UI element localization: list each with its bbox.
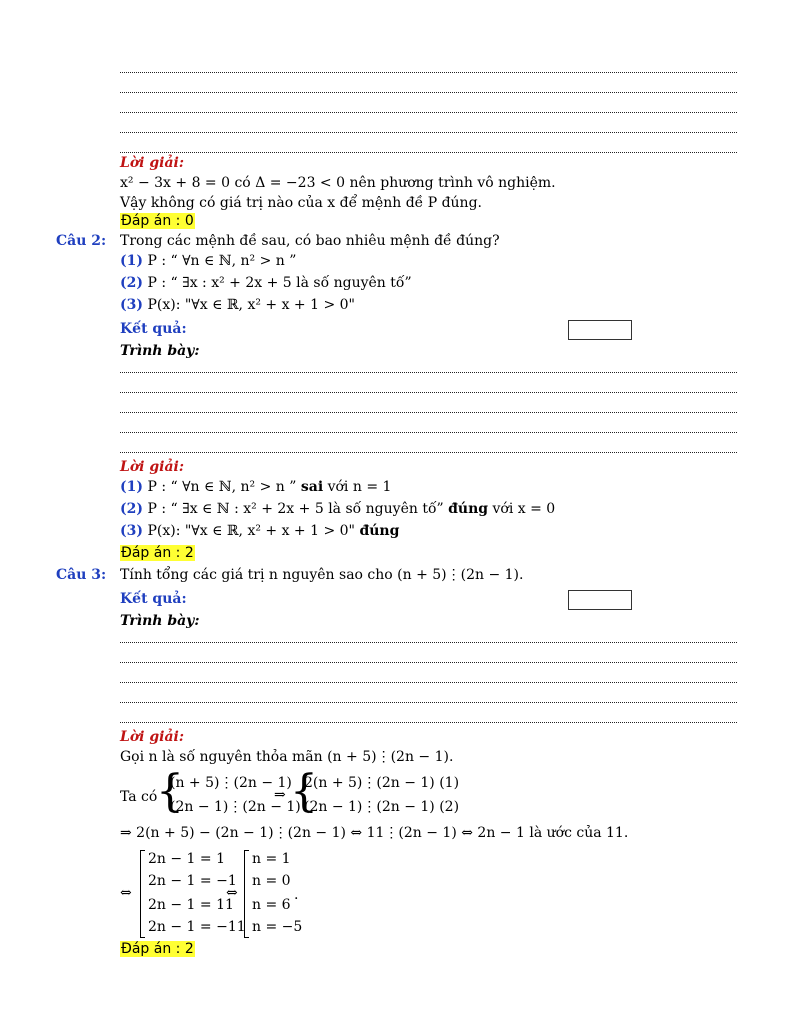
dotted-answer-line [120,648,737,663]
answer-line [120,940,195,958]
system-line: (2n − 1)⋮(2n − 1) (2) [304,799,460,815]
item-number: (3) [120,297,143,313]
solution-line: x² − 3x + 8 = 0 có Δ = −23 < 0 nên phương trình vô nghiệm. [120,175,556,191]
answer-box[interactable] [568,320,632,340]
solution-heading: Lời giải: [120,729,185,745]
item-text: P(x): "∀x ∈ ℝ, x² + x + 1 > 0" [147,297,355,313]
solution-item [120,478,391,496]
dotted-answer-line [120,358,737,373]
statement-item [120,274,412,292]
answer-highlight: Đáp án : 0 [121,213,194,229]
solution-line: Vậy không có giá trị nào của x để mệnh đề P đúng. [120,195,482,211]
system-line: (n + 5)⋮(2n − 1) [170,775,292,791]
question-label: Câu 3: [56,567,107,583]
item-text: P : “ ∃x : x² + 2x + 5 là số nguyên tố” [147,275,412,291]
dotted-answer-line [120,668,737,683]
item-number: (3) [120,523,143,539]
dotted-answer-line [120,58,737,73]
solution-item [120,500,555,518]
equiv-symbol: ⇔ [226,885,238,901]
item-number: (2) [120,275,143,291]
solution-line: Gọi n là số nguyên thỏa mãn (n + 5)⋮(2n − 1). [120,749,454,765]
case-line: 2n − 1 = 11 [148,897,234,913]
case-line: n = 0 [252,873,291,889]
system-line: (2n − 1)⋮(2n − 1) [170,799,301,815]
left-brace: { [156,766,184,817]
question-label: Câu 2: [56,233,107,249]
left-bracket [140,850,145,938]
dotted-answer-line [120,708,737,723]
period: . [294,887,299,903]
system-line: 2(n + 5)⋮(2n − 1) (1) [304,775,460,791]
item-number: (1) [120,253,143,269]
item-tail: với x = 0 [488,501,556,517]
solution-heading: Lời giải: [120,155,185,171]
case-line: 2n − 1 = −11 [148,919,246,935]
verdict: đúng [448,501,489,517]
statement-item [120,252,296,270]
dotted-answer-line [120,118,737,133]
verdict: đúng [359,523,400,539]
dotted-answer-line [120,378,737,393]
solution-heading: Lời giải: [120,459,185,475]
question-text: Trong các mệnh đề sau, có bao nhiêu mệnh đề đúng? [120,233,500,249]
dotted-answer-line [120,438,737,453]
result-label: Kết quả: [120,591,187,607]
solution-line: ⇒ 2(n + 5) − (2n − 1)⋮(2n − 1) ⇔ 11⋮(2n − 1) ⇔ 2n − 1 là ước của 11. [120,825,629,841]
presentation-label: Trình bày: [120,343,200,359]
question-text: Tính tổng các giá trị n nguyên sao cho (n + 5)⋮(2n − 1). [120,567,524,583]
item-number: (2) [120,501,143,517]
answer-line [120,544,195,562]
answer-highlight: Đáp án : 2 [121,545,194,561]
dotted-answer-line [120,98,737,113]
ta-co-label: Ta có [120,789,158,805]
answer-line [120,212,195,230]
statement-item [120,296,355,314]
dotted-answer-line [120,138,737,153]
case-line: n = 1 [252,851,291,867]
item-number: (1) [120,479,143,495]
equiv-symbol: ⇔ [120,885,132,901]
answer-highlight: Đáp án : 2 [121,941,194,957]
presentation-label: Trình bày: [120,613,200,629]
item-text: P : “ ∃x ∈ ℕ : x² + 2x + 5 là số nguyên tố” [147,501,449,517]
dotted-answer-line [120,398,737,413]
dotted-answer-line [120,78,737,93]
item-text: P(x): "∀x ∈ ℝ, x² + x + 1 > 0" [147,523,360,539]
item-tail: với n = 1 [323,479,392,495]
dotted-answer-line [120,418,737,433]
answer-box[interactable] [568,590,632,610]
verdict: sai [300,479,324,495]
item-text: P : “ ∀n ∈ ℕ, n² > n ” [147,253,297,269]
case-line: n = −5 [252,919,303,935]
implies-symbol: ⇒ [274,787,286,803]
case-line: n = 6 [252,897,291,913]
left-bracket [244,850,249,938]
item-text: P : “ ∀n ∈ ℕ, n² > n ” [147,479,301,495]
case-line: 2n − 1 = 1 [148,851,225,867]
case-line: 2n − 1 = −1 [148,873,237,889]
dotted-answer-line [120,628,737,643]
solution-item [120,522,399,540]
dotted-answer-line [120,688,737,703]
left-brace: { [290,766,318,817]
result-label: Kết quả: [120,321,187,337]
